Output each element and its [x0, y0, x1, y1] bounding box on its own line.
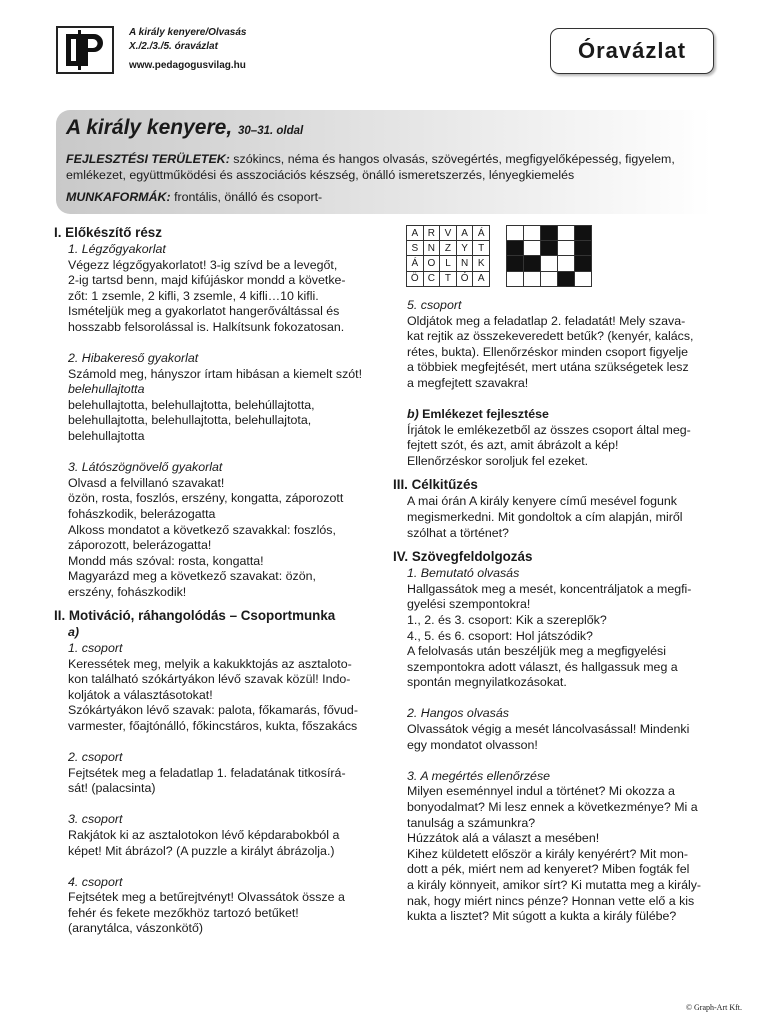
black-cell: [575, 226, 592, 241]
text-line: kukta a lisztet? Mit súgott a kukta a király fülébe?: [407, 909, 677, 924]
text-line: bonyodalmat? Mi lesz ennek a következménye? Mi a: [407, 799, 698, 814]
black-white-puzzle-grid: [506, 225, 592, 287]
text-line: képet! Mit ábrázol? (A puzzle a királyt ábrázolja.): [68, 843, 335, 858]
text-line: Milyen eseménnyel indul a történet? Mi okozza a: [407, 784, 675, 799]
letter-cell: Ö: [407, 271, 424, 286]
text-line: Hallgassátok meg a mesét, koncentráljatok a megfi-: [407, 581, 692, 596]
publisher-logo: [56, 26, 114, 74]
black-cell: [524, 256, 541, 271]
letter-cell: Á: [407, 256, 424, 271]
text-line: kon található szókártyákon lévő szavak közül! Indo-: [68, 672, 351, 687]
text-line: A felolvasás után beszéljük meg a megfigyelési: [407, 644, 666, 659]
exercise-title: 3. Látószögnövelő gyakorlat: [68, 460, 223, 475]
text-line: hosszabb felsorolással is. Halkítsunk fokozatosan.: [68, 319, 345, 334]
exercise-title: 1. csoport: [68, 641, 123, 656]
letter-cell: A: [456, 226, 473, 241]
exercise-title: 5. csoport: [407, 298, 462, 312]
lesson-title-text: A király kenyere,: [66, 116, 233, 139]
subsection-letter: b): [407, 407, 419, 422]
work-forms-text: frontális, önálló és csoport-: [174, 190, 323, 204]
text-line: sát! (palacsinta): [68, 781, 156, 796]
text-line: varmester, főajtónálló, főkincstáros, kukta, főszakács: [68, 719, 358, 734]
letter-cell: R: [423, 226, 440, 241]
text-line: spontán megnyilatkozásokat.: [407, 675, 567, 690]
letter-cell: L: [440, 256, 457, 271]
text-line: Ismételjük meg a gyakorlatot hangerőváltással és: [68, 304, 340, 319]
spacer: [68, 859, 380, 875]
text-line: (aranytálca, vászonkötő): [68, 921, 203, 936]
spacer: [407, 541, 719, 548]
letter-cell: S: [407, 241, 424, 256]
letter-cell: Á: [473, 226, 490, 241]
text-line: Mondd más szóval: rosta, kongatta!: [68, 553, 264, 568]
text-line: Keressétek meg, melyik a kakukktojás az asztaloto-: [68, 656, 352, 671]
letter-cell: N: [456, 256, 473, 271]
white-cell: [524, 241, 541, 256]
work-forms-label: MUNKAFORMÁK:: [66, 190, 171, 204]
text-line: fehér és fekete mezőkhöz tartozó betűket!: [68, 905, 299, 920]
letter-cell: Y: [456, 241, 473, 256]
black-cell: [575, 256, 592, 271]
white-cell: [558, 241, 575, 256]
exercise-title: 3. csoport: [68, 812, 123, 827]
text-line: belehullajtotta: [68, 429, 145, 444]
exercise-title: 1. Légzőgyakorlat: [68, 242, 166, 256]
exercise-title: 1. Bemutató olvasás: [407, 566, 520, 581]
white-cell: [524, 271, 541, 286]
text-line: özön, rosta, foszlós, erszény, kongatta, záporozott: [68, 491, 344, 506]
header-subtitle: X./2./3./5. óravázlat: [129, 40, 218, 52]
development-areas-text: szókincs, néma és hangos olvasás, szövegértés, megfigyelőképesség, figyelem, emlékezet, együttműködési és asszociációs készség, önálló ismeretszerzés, lényegkiemelés: [66, 152, 675, 182]
exercise-title: 2. Hibakereső gyakorlat: [68, 351, 199, 366]
white-cell: [558, 226, 575, 241]
letter-cell: A: [407, 226, 424, 241]
text-line: dott a pék, miért nem ad kenyeret? Miben fogták fel: [407, 862, 690, 877]
spacer: [68, 735, 380, 751]
text-line: Olvassátok végig a mesét láncolvasással! Mindenki: [407, 722, 690, 737]
text-line: Számold meg, hányszor írtam hibásan a kiemelt szót!: [68, 366, 363, 381]
text-line: kat rejtik az összekeveredett betűk? (kenyér, kalács,: [407, 329, 694, 344]
text-line: Oldjátok meg a feladatlap 2. feladatát! Mely szava-: [407, 313, 686, 328]
text-line: a megfejtett szavakra!: [407, 375, 529, 390]
white-cell: [541, 271, 558, 286]
text-line: Magyarázd meg a következő szavakat: özön,: [68, 569, 316, 584]
development-areas: [66, 152, 706, 183]
text-line: Rakjátok ki az asztalotokon lévő képdarabokból a: [68, 828, 340, 842]
right-column: [393, 298, 719, 925]
white-cell: [507, 271, 524, 286]
text-line: fejtett szót, és azt, amit ábrázolt a kép!: [407, 438, 619, 453]
spacer: [68, 797, 380, 813]
text-line: megismerkedni. Mit gondoltok a cím alapján, miről: [407, 510, 683, 525]
text-line: nak, hogy miért nincs pénze? Honnan vette elő a kis: [407, 893, 695, 908]
black-cell: [541, 226, 558, 241]
lesson-pages: 30–31. oldal: [238, 125, 304, 137]
exercise-title: 4. csoport: [68, 874, 123, 889]
document-type-badge: Óravázlat: [550, 28, 714, 74]
exercise-title: a): [68, 625, 80, 640]
text-line: Olvasd a felvillanó szavakat!: [68, 475, 225, 490]
exercise-title: 2. Hangos olvasás: [407, 706, 509, 721]
text-line: Kihez küldetett először a király kenyérért? Mit mon-: [407, 846, 688, 861]
work-forms: [66, 190, 322, 204]
text-line: Írjátok le emlékezetből az összes csoport által meg-: [407, 422, 691, 437]
left-column: [54, 224, 380, 937]
text-line: 4., 5. és 6. csoport: Hol játszódik?: [407, 628, 593, 643]
text-line: Húzzátok alá a választ a mesében!: [407, 831, 600, 846]
text-line: erszény, fohászkodik!: [68, 584, 187, 599]
text-line: tanulság a számunkra?: [407, 815, 536, 830]
text-line: Fejtsétek meg a betűrejtvényt! Olvassátok össze a: [68, 890, 345, 905]
spacer: [407, 469, 719, 476]
subsection-heading: [407, 407, 719, 423]
text-line: zőt: 1 zsemle, 2 kifli, 3 zsemle, 4 kifli…10 kifli.: [68, 288, 319, 303]
text-line: Szókártyákon lévő szavak: palota, főkamarás, fővud-: [68, 703, 358, 718]
spacer: [407, 753, 719, 769]
text-line: gyelési szempontokra!: [407, 597, 531, 612]
spacer: [407, 392, 719, 408]
letter-cell: T: [440, 271, 457, 286]
letter-cell: N: [423, 241, 440, 256]
spacer: [407, 691, 719, 707]
text-line: 1., 2. és 3. csoport: Kik a szereplők?: [407, 613, 607, 627]
exercise-title: 2. csoport: [68, 750, 123, 765]
text-line: szólhat a történet?: [407, 525, 509, 540]
letter-cell: O: [423, 256, 440, 271]
black-cell: [541, 241, 558, 256]
white-cell: [575, 271, 592, 286]
spacer: [68, 600, 380, 607]
black-cell: [507, 256, 524, 271]
section-heading: IV. Szövegfeldolgozás: [393, 549, 533, 565]
subsection-title: Emlékezet fejlesztése: [418, 407, 549, 422]
copyright: © Graph-Art Kft.: [685, 1003, 742, 1012]
letter-cell: T: [473, 241, 490, 256]
letter-puzzle-grid: [406, 225, 490, 287]
letter-cell: C: [423, 271, 440, 286]
exercise-title: belehullajtotta: [68, 382, 145, 397]
text-line: 2-ig tartsd benn, majd kifújáskor mondd a követke-: [68, 273, 346, 288]
letter-cell: Ó: [456, 271, 473, 286]
lesson-title: [66, 116, 303, 140]
website-link[interactable]: www.pedagogusvilag.hu: [129, 60, 246, 71]
text-line: a többiek megfejtését, mert utána szükségetek lesz: [407, 360, 689, 375]
exercise-title: 3. A megértés ellenőrzése: [407, 768, 551, 783]
header-title: A király kenyere/Olvasás: [129, 27, 247, 38]
text-line: koljátok a választásotokat!: [68, 687, 213, 702]
header-info: [129, 26, 247, 73]
spacer: [68, 336, 380, 352]
spacer: [68, 445, 380, 461]
black-cell: [507, 241, 524, 256]
white-cell: [507, 226, 524, 241]
text-line: rétes, bukta). Ellenőrzéskor minden csoport figyelje: [407, 344, 688, 359]
text-line: a király könnyeit, amikor sírt? Ki mutatta meg a király-: [407, 877, 702, 892]
text-line: belehullajtotta, belehullajtotta, belehúllajtotta,: [68, 397, 315, 412]
black-cell: [558, 271, 575, 286]
black-cell: [575, 241, 592, 256]
letter-cell: Z: [440, 241, 457, 256]
letter-cell: A: [473, 271, 490, 286]
white-cell: [541, 256, 558, 271]
letter-cell: V: [440, 226, 457, 241]
text-line: belehullajtotta, belehullajtotta, belehullajtota,: [68, 413, 312, 428]
text-line: A mai órán A király kenyere című mesével fogunk: [407, 494, 677, 509]
section-heading: I. Előkészítő rész: [54, 225, 162, 240]
development-areas-label: FEJLESZTÉSI TERÜLETEK:: [66, 152, 230, 166]
text-line: Végezz légzőgyakorlatot! 3-ig szívd be a levegőt,: [68, 257, 338, 272]
text-line: fohászkodik, belerázogatta: [68, 506, 216, 521]
white-cell: [558, 256, 575, 271]
text-line: Alkoss mondatot a következő szavakkal: foszlós,: [68, 522, 336, 537]
section-heading: II. Motiváció, ráhangolódás – Csoportmunka: [54, 608, 336, 624]
text-line: szempontokra adott választ, és hallgassuk meg a: [407, 659, 678, 674]
text-line: egy mondatot olvasson!: [407, 737, 538, 752]
text-line: Fejtsétek meg a feladatlap 1. feladatának titkosírá-: [68, 765, 346, 780]
text-line: Ellenőrzéskor soroljuk fel ezeket.: [407, 453, 589, 468]
text-line: záporozott, belerázogatta!: [68, 538, 212, 553]
white-cell: [524, 226, 541, 241]
letter-cell: K: [473, 256, 490, 271]
section-heading: III. Célkitűzés: [393, 477, 478, 493]
